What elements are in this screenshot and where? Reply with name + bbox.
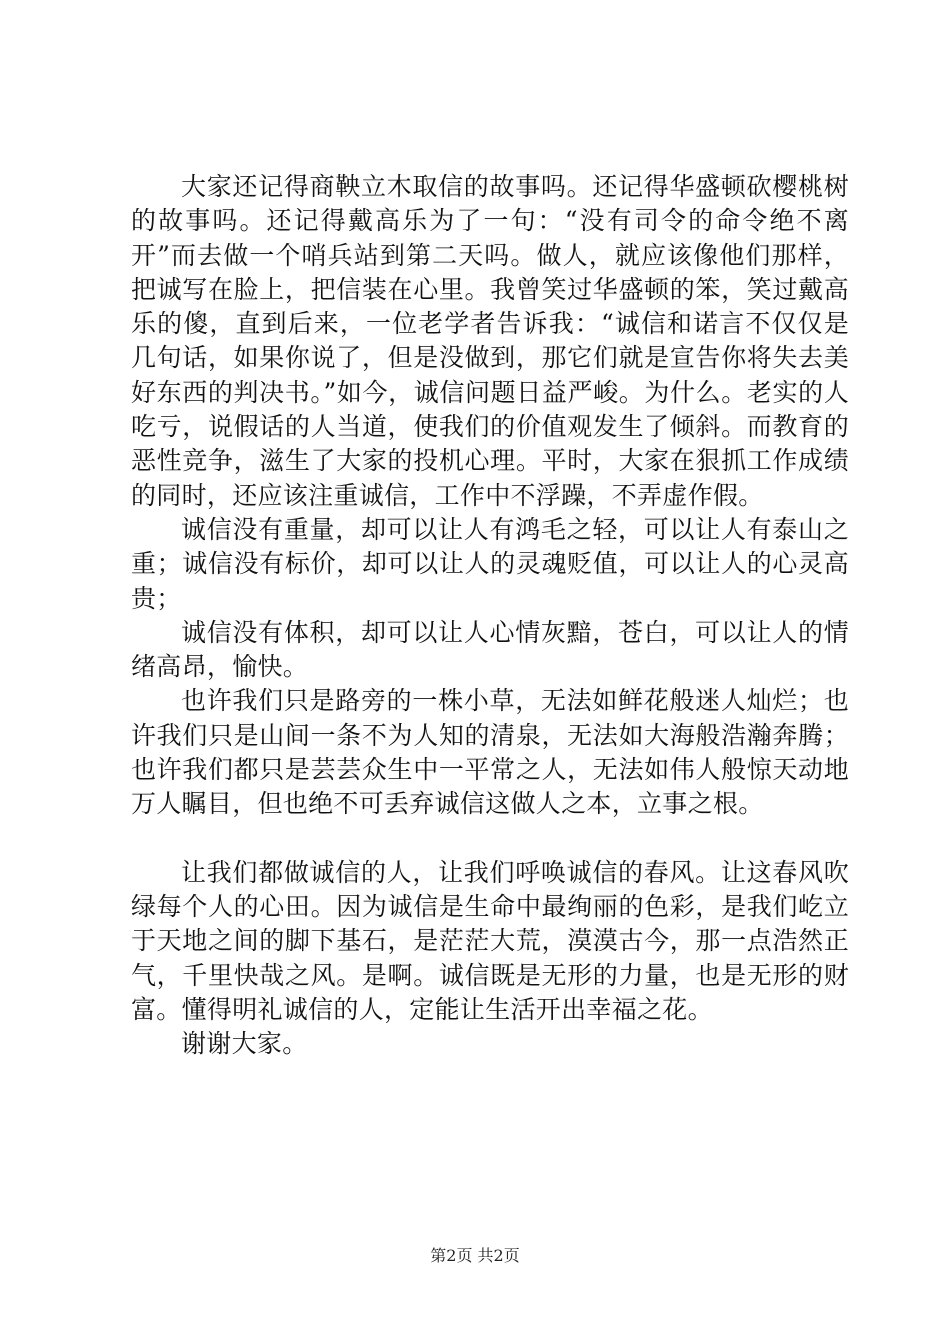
page-number-footer: 第2页 共2页 [430, 1246, 520, 1265]
document-body [131, 170, 849, 1061]
paragraph-honesty-stories: 大家还记得商鞅立木取信的故事吗。还记得华盛顿砍樱桃树的故事吗。还记得戴高乐为了一句：“没有司令的命令绝不离开”而去做一个哨兵站到第二天吗。做人，就应该像他们那样，把诚写在脸上，把信装在心里。我曾笑过华盛顿的笨，笑过戴高乐的傻，直到后来，一位老学者告诉我：“诚信和诺言不仅仅是几句话，如果你说了，但是没做到，那它们就是宣告你将失去美好东西的判决书。”如今，诚信问题日益严峻。为什么。老实的人吃亏，说假话的人当道，使我们的价值观发生了倾斜。而教育的恶性竞争，滋生了大家的投机心理。平时，大家在狠抓工作成绩的同时，还应该注重诚信，工作中不浮躁，不弄虚作假。 [131, 172, 849, 510]
paragraph-honesty-volume: 诚信没有体积，却可以让人心情灰黯，苍白，可以让人的情绪高昂，愉快。 [131, 617, 849, 682]
paragraph-thanks: 谢谢大家。 [181, 1029, 308, 1059]
paragraph-honesty-weight: 诚信没有重量，却可以让人有鸿毛之轻，可以让人有泰山之重；诚信没有标价，却可以让人的灵魂贬值，可以让人的心灵高贵； [131, 514, 849, 613]
paragraph-little-grass: 也许我们只是路旁的一株小草，无法如鲜花般迷人灿烂；也许我们只是山间一条不为人知的清泉，无法如大海般浩瀚奔腾；也许我们都只是芸芸众生中一平常之人，无法如伟人般惊天动地万人瞩目，但也绝不可丢弃诚信这做人之本，立事之根。 [131, 686, 849, 819]
paragraph-call-to-action: 让我们都做诚信的人，让我们呼唤诚信的春风。让这春风吹绿每个人的心田。因为诚信是生命中最绚丽的色彩，是我们屹立于天地之间的脚下基石，是茫茫大荒，漠漠古今，那一点浩然正气，千里快哉之风。是啊。诚信既是无形的力量，也是无形的财富。懂得明礼诚信的人，定能让生活开出幸福之花。 [131, 857, 849, 1024]
